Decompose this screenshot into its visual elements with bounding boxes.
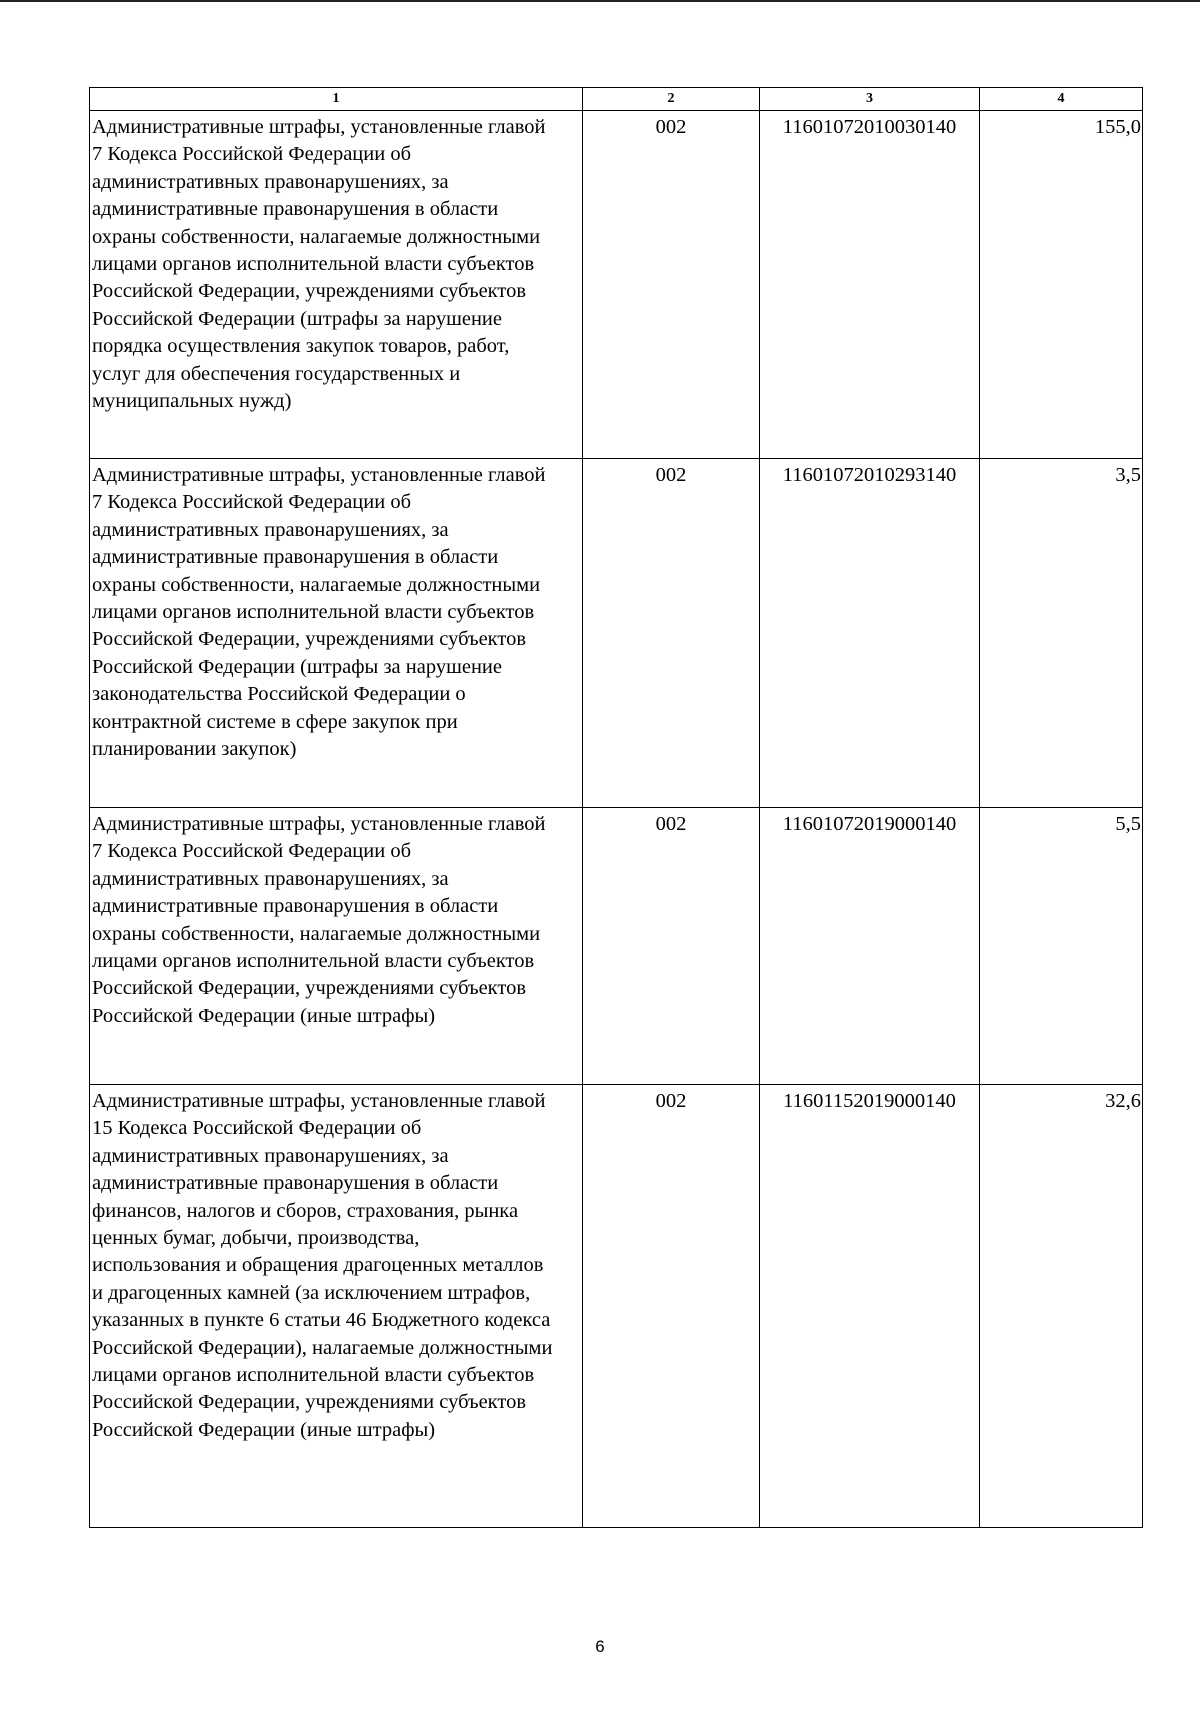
row-kbk-code: 11601072010293140 — [782, 464, 957, 486]
row-admin-code-cell — [583, 459, 760, 808]
row-amount: 5,5 — [1115, 813, 1141, 835]
row-description: Административные штрафы, установленные главой 7 Кодекса Российской Федерации об административных правонарушениях, за административные правонарушения в области охраны собственности, налагаемые должностными лицами органов исполнительной власти субъектов Российской Федерации, учреждениями субъектов Российской Федерации (штрафы за нарушение законодательства Российской Федерации о контрактной системе в сфере закупок при планировании закупок) — [92, 464, 546, 761]
row-kbk-cell — [760, 459, 980, 808]
table-header-row — [90, 88, 1143, 111]
row-admin-code: 002 — [655, 1090, 687, 1112]
row-admin-code-cell — [583, 111, 760, 459]
row-description-cell — [90, 1085, 583, 1528]
table-row — [90, 1085, 1143, 1528]
row-kbk-code: 11601072010030140 — [782, 116, 957, 138]
row-kbk-cell — [760, 808, 980, 1085]
row-kbk-cell — [760, 1085, 980, 1528]
row-amount-cell — [980, 111, 1143, 459]
row-amount: 155,0 — [1094, 116, 1141, 138]
row-amount: 3,5 — [1115, 464, 1141, 486]
row-description-cell — [90, 808, 583, 1085]
row-description-cell — [90, 111, 583, 459]
row-admin-code-cell — [583, 1085, 760, 1528]
row-description-cell — [90, 459, 583, 808]
column-header-1: 1 — [90, 88, 583, 111]
row-admin-code: 002 — [655, 116, 687, 138]
row-description: Административные штрафы, установленные главой 15 Кодекса Российской Федерации об административных правонарушениях, за административные правонарушения в области финансов, налогов и сборов, страхования, рынка ценных бумаг, добычи, производства, использования и обращения драгоценных металлов и драгоценных камней (за исключением штрафов, указанных в пункте 6 статьи 46 Бюджетного кодекса Российской Федерации), налагаемые должностными лицами органов исполнительной власти субъектов Российской Федерации, учреждениями субъектов Российской Федерации (иные штрафы) — [92, 1090, 553, 1441]
row-amount-cell — [980, 808, 1143, 1085]
row-admin-code: 002 — [655, 464, 687, 486]
column-header-4: 4 — [980, 88, 1143, 111]
row-kbk-code: 11601152019000140 — [783, 1090, 956, 1112]
revenue-table — [89, 87, 1143, 1528]
table-row — [90, 808, 1143, 1085]
row-amount: 32,6 — [1105, 1090, 1141, 1112]
column-header-2: 2 — [583, 88, 760, 111]
row-admin-code: 002 — [655, 813, 687, 835]
page-number: 6 — [595, 1637, 605, 1656]
column-header-3: 3 — [760, 88, 980, 111]
row-admin-code-cell — [583, 808, 760, 1085]
row-kbk-cell — [760, 111, 980, 459]
table-row — [90, 459, 1143, 808]
row-kbk-code: 11601072019000140 — [782, 813, 957, 835]
row-amount-cell — [980, 1085, 1143, 1528]
row-description: Административные штрафы, установленные главой 7 Кодекса Российской Федерации об административных правонарушениях, за административные правонарушения в области охраны собственности, налагаемые должностными лицами органов исполнительной власти субъектов Российской Федерации, учреждениями субъектов Российской Федерации (иные штрафы) — [92, 813, 546, 1027]
top-border-line — [0, 0, 1200, 2]
row-amount-cell — [980, 459, 1143, 808]
row-description: Административные штрафы, установленные главой 7 Кодекса Российской Федерации об административных правонарушениях, за административные правонарушения в области охраны собственности, налагаемые должностными лицами органов исполнительной власти субъектов Российской Федерации, учреждениями субъектов Российской Федерации (штрафы за нарушение порядка осуществления закупок товаров, работ, услуг для обеспечения государственных и муниципальных нужд) — [92, 116, 546, 413]
table-row — [90, 111, 1143, 459]
